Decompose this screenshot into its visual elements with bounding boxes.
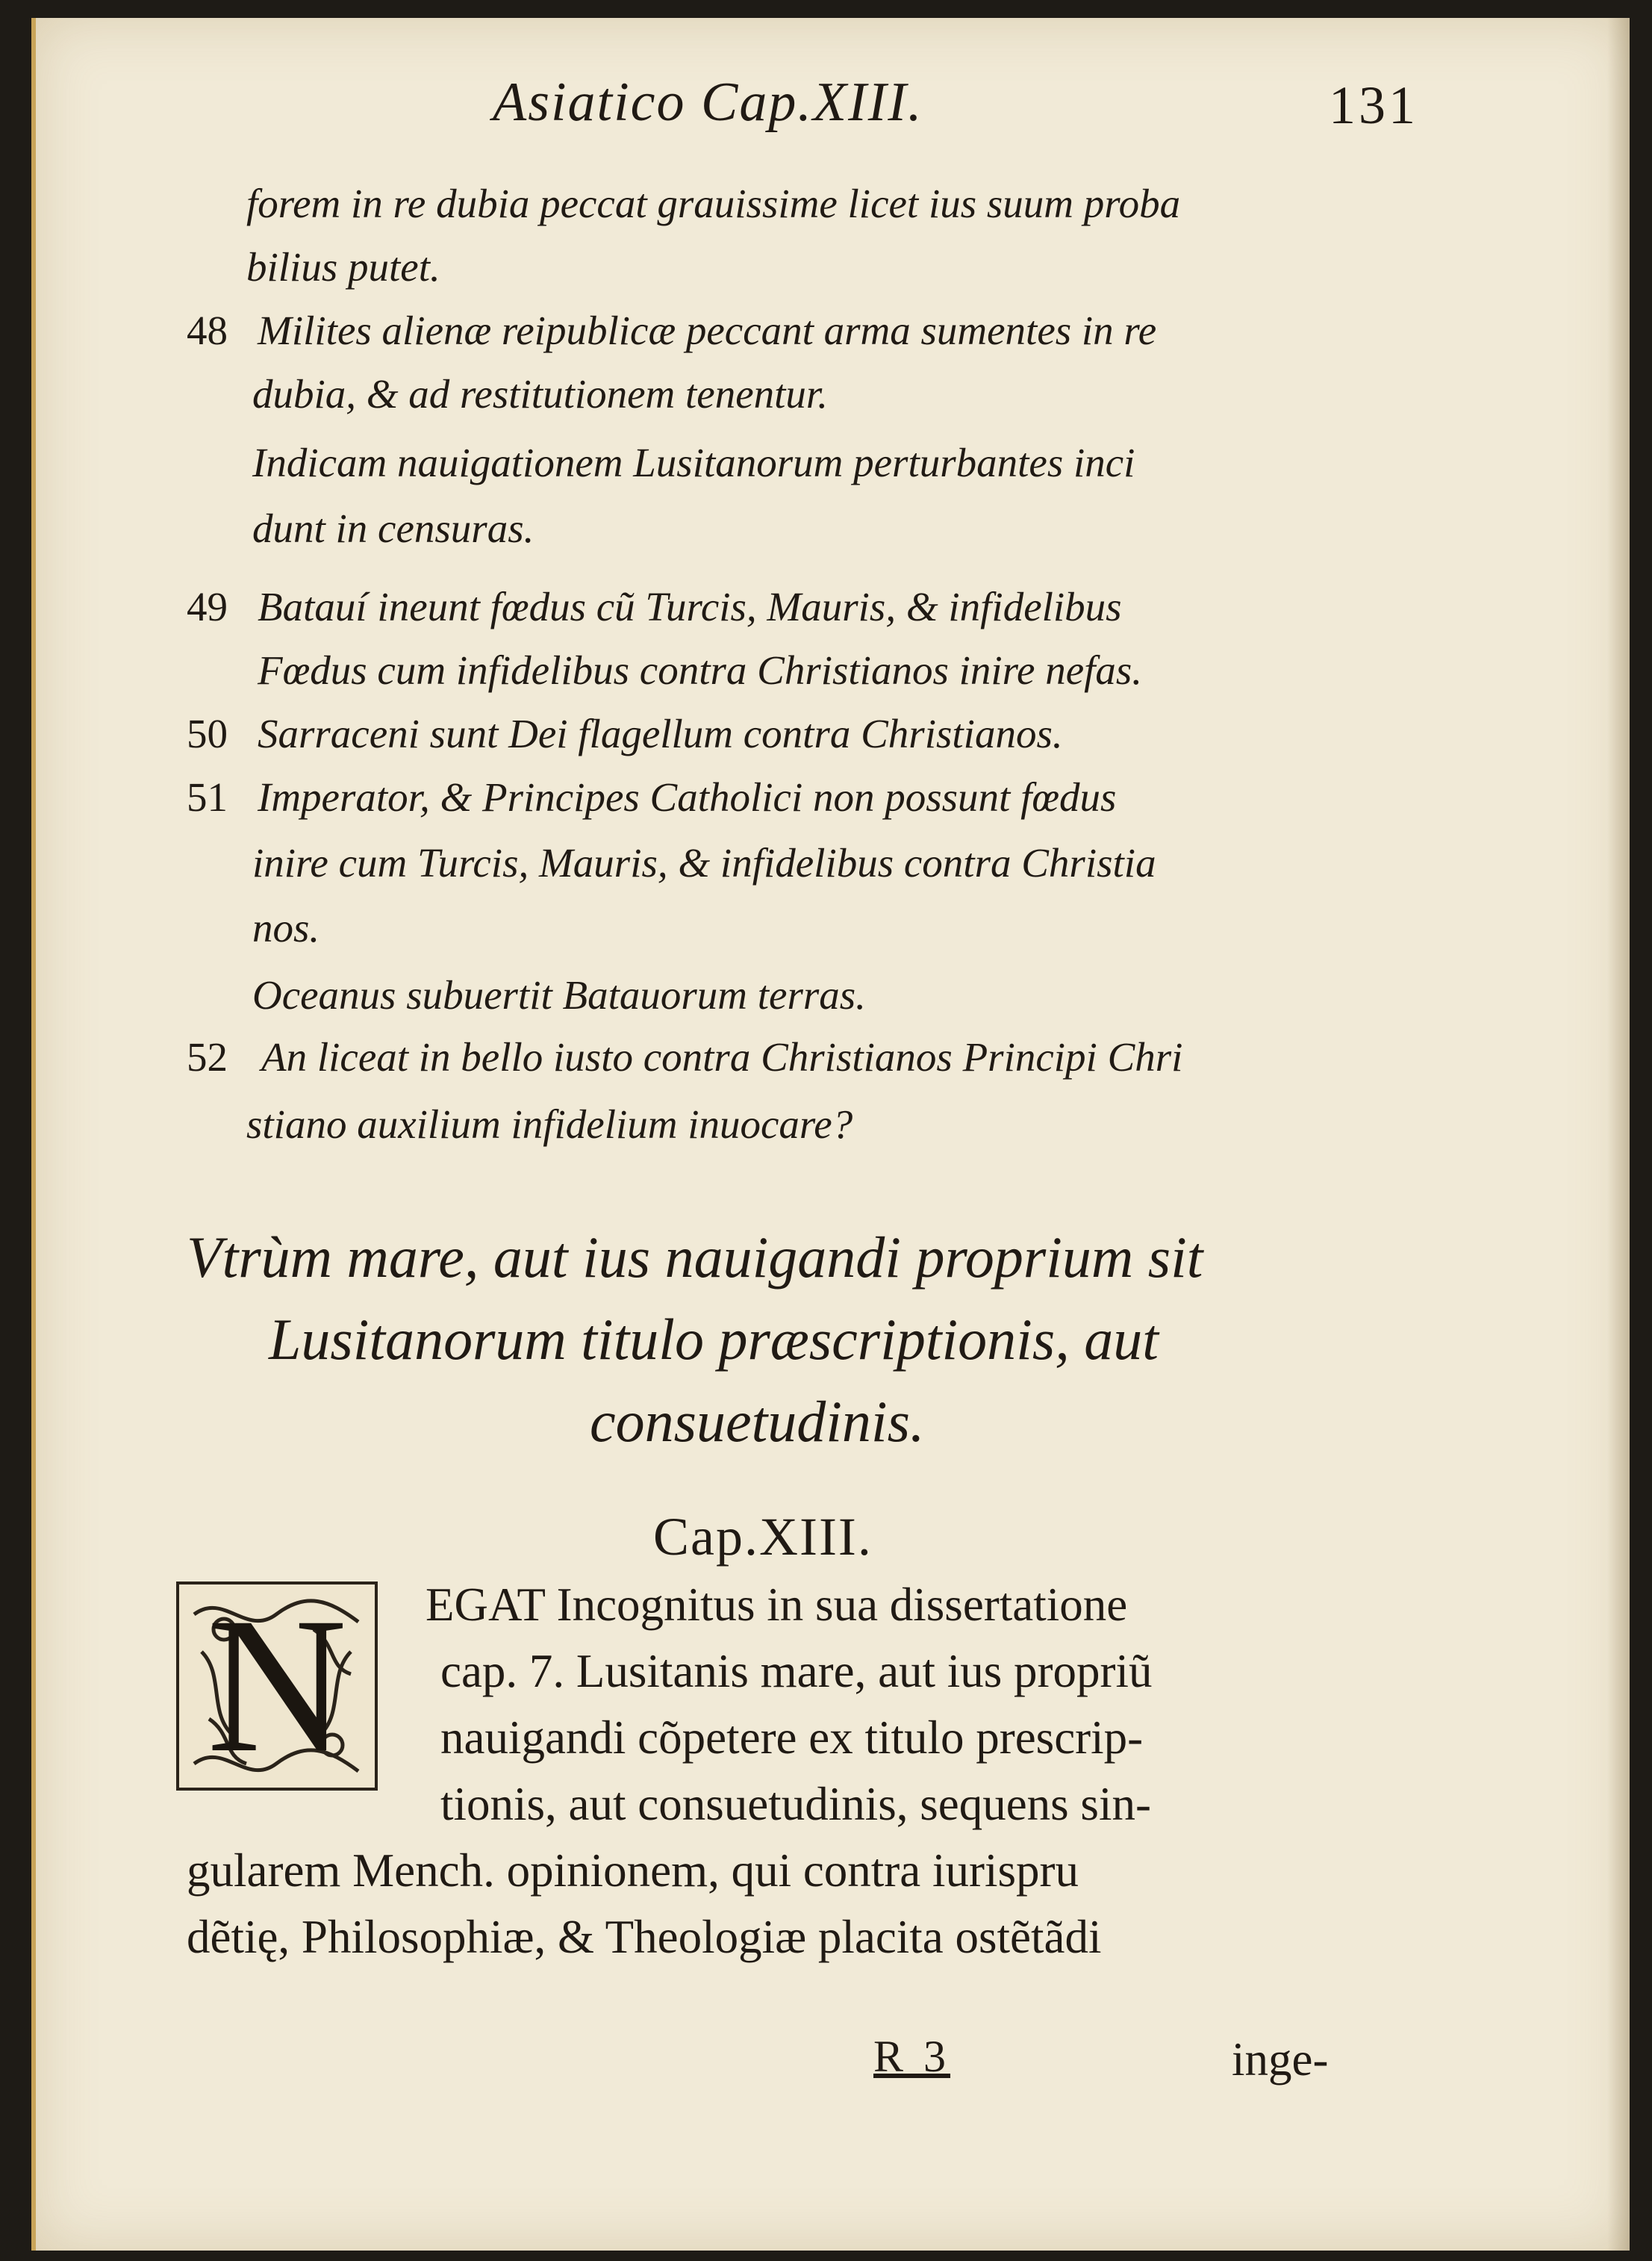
summary-line: bilius putet. xyxy=(246,244,440,290)
drop-cap xyxy=(176,1582,378,1791)
summary-line: Batauí ineunt fœdus cũ Turcis, Mauris, & infidelibus xyxy=(258,584,1122,629)
catchword: inge- xyxy=(1232,2033,1329,2086)
body-line: tionis, aut consuetudinis, sequens sin- xyxy=(440,1778,1151,1830)
summary-number: 50 xyxy=(187,711,228,756)
running-head: Asiatico Cap.XIII. xyxy=(493,72,923,133)
summary-line: Imperator, & Principes Catholici non possunt fœdus xyxy=(258,774,1117,820)
summary-line: Milites alienæ reipublicæ peccant arma sumentes in re xyxy=(258,308,1157,353)
summary-line: Fœdus cum infidelibus contra Christianos inire nefas. xyxy=(258,647,1143,693)
summary-number: 48 xyxy=(187,308,228,353)
summary-line: An liceat in bello iusto contra Christianos Principi Chri xyxy=(261,1034,1183,1080)
chapter-heading-line: consuetudinis. xyxy=(590,1389,925,1454)
drop-cap-letter: N xyxy=(207,1582,347,1791)
summary-line: forem in re dubia peccat grauissime licet ius suum proba xyxy=(246,181,1181,226)
body-line: cap. 7. Lusitanis mare, aut ius propriũ xyxy=(440,1645,1153,1697)
chapter-heading-line: Lusitanorum titulo præscriptionis, aut xyxy=(269,1307,1159,1372)
summary-line: dubia, & ad restitutionem tenentur. xyxy=(252,371,828,417)
signature-mark: R 3 xyxy=(873,2032,951,2081)
summary-line: Oceanus subuertit Batauorum terras. xyxy=(252,972,866,1018)
body-line: dẽtię, Philosophiæ, & Theologiæ placita ostẽtãdi xyxy=(187,1911,1102,1963)
summary-line: stiano auxilium infidelium inuocare? xyxy=(246,1101,853,1147)
summary-line: dunt in censuras. xyxy=(252,506,534,551)
summary-number: 49 xyxy=(187,584,228,629)
body-line: nauigandi cõpetere ex titulo prescrip- xyxy=(440,1711,1144,1764)
summary-line: Sarraceni sunt Dei flagellum contra Christianos. xyxy=(258,711,1063,756)
chapter-caption: Cap.XIII. xyxy=(653,1507,873,1567)
summary-line: Indicam nauigationem Lusitanorum perturbantes inci xyxy=(252,440,1135,485)
body-line: gularem Mench. opinionem, qui contra iurispru xyxy=(187,1844,1079,1897)
chapter-heading-line: Vtrùm mare, aut ius nauigandi proprium sit xyxy=(187,1225,1203,1290)
summary-number: 51 xyxy=(187,774,228,820)
page-edge-shadow xyxy=(1607,18,1630,2251)
summary-number: 52 xyxy=(187,1034,228,1080)
summary-line: inire cum Turcis, Mauris, & infidelibus contra Christia xyxy=(252,840,1156,886)
body-line: EGAT Incognitus in sua dissertatione xyxy=(426,1579,1128,1631)
summary-line: nos. xyxy=(252,905,320,951)
page-number: 131 xyxy=(1329,75,1418,135)
